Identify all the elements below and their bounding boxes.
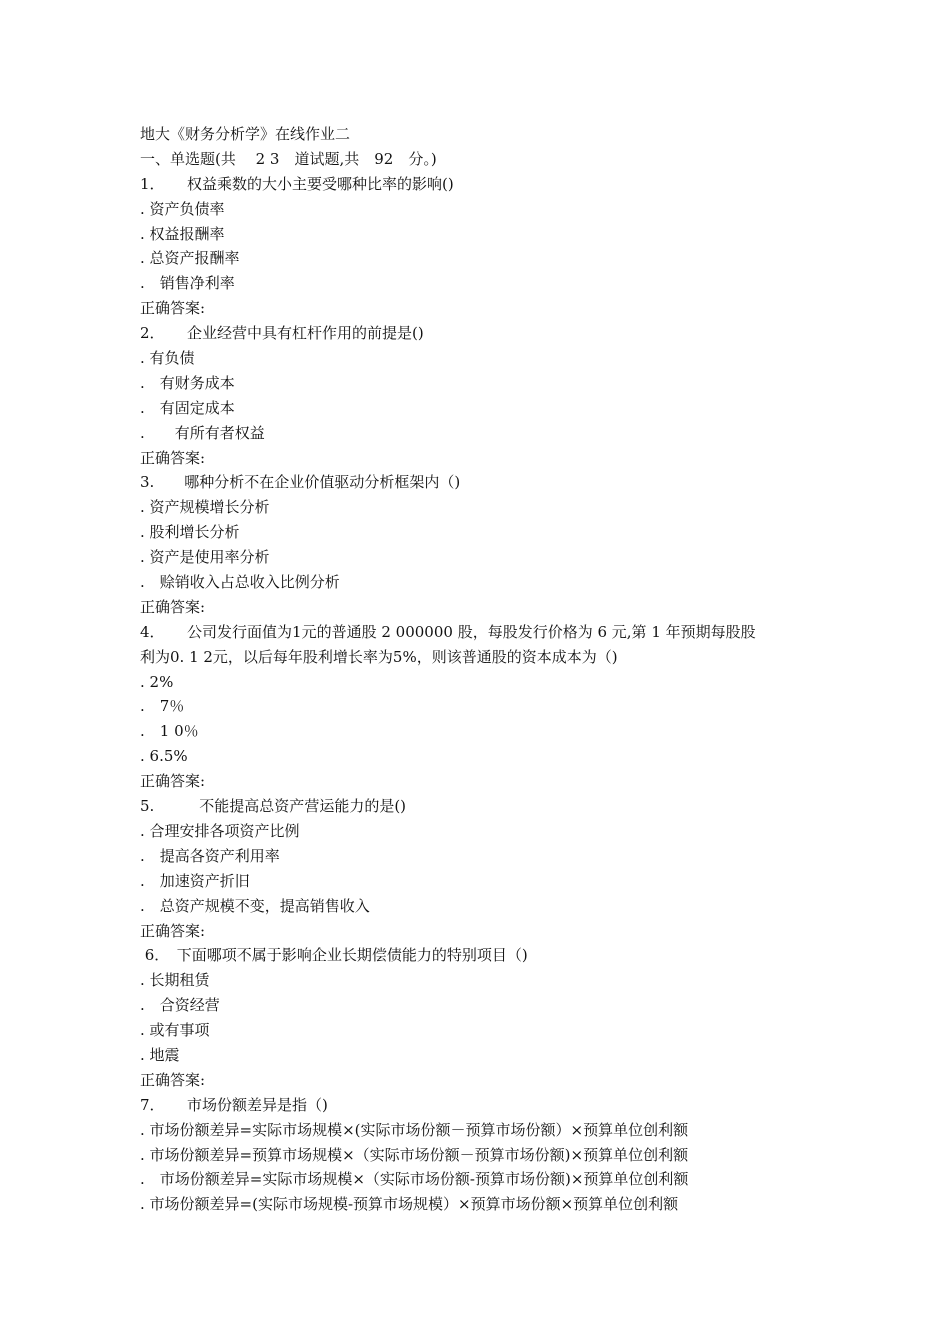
question-block (140, 321, 830, 470)
answer-option: . 提高各资产利用率 (140, 846, 280, 865)
answer-option: . 加速资产折旧 (140, 871, 250, 890)
question-block (140, 794, 830, 943)
answer-option: . 销售净利率 (140, 274, 235, 293)
correct-answer-label: 正确答案: (140, 299, 206, 318)
document-content (140, 122, 830, 1217)
answer-option: . 合资经营 (140, 996, 220, 1015)
correct-answer-label: 正确答案: (140, 1070, 206, 1089)
question-block (140, 620, 830, 794)
answer-option: . 资产是使用率分析 (140, 548, 270, 567)
document-title: 地大《财务分析学》在线作业二 (140, 125, 351, 143)
question-stem: 4． 公司发行面值为1元的普通股 2 000000 股，每股发行价格为 6 元,第 1 年预期每股股 (140, 622, 756, 641)
question-block (140, 172, 830, 321)
answer-option: . 股利增长分析 (140, 523, 240, 542)
answer-option: . 6.5% (140, 747, 188, 766)
answer-option: . 有负债 (140, 349, 195, 368)
correct-answer-label: 正确答案: (140, 772, 206, 791)
question-stem: 利为0. 1 2元，以后每年股利增长率为5%，则该普通股的资本成本为（) (140, 647, 618, 666)
answer-option: . 市场份额差异=实际市场规模×（实际市场份额-预算市场份额)×预算单位创利额 (140, 1170, 689, 1189)
answer-option: . 总资产报酬率 (140, 249, 240, 268)
question-stem: 6． 下面哪项不属于影响企业长期偿债能力的特别项目（) (140, 946, 528, 965)
answer-option: . 总资产规模不变，提高销售收入 (140, 896, 370, 915)
answer-option: . 赊销收入占总收入比例分析 (140, 573, 340, 592)
answer-option: . 地震 (140, 1045, 180, 1064)
answer-option: . 市场份额差异=实际市场规模×(实际市场份额－预算市场份额）×预算单位创利额 (140, 1120, 689, 1139)
answer-option: . 有所有者权益 (140, 423, 265, 442)
question-block (140, 943, 830, 1092)
correct-answer-label: 正确答案: (140, 597, 206, 616)
correct-answer-label: 正确答案: (140, 921, 206, 940)
answer-option: . 市场份额差异=(实际市场规模-预算市场规模）×预算市场份额×预算单位创利额 (140, 1195, 679, 1214)
answer-option: . 合理安排各项资产比例 (140, 821, 300, 840)
question-stem: 1． 权益乘数的大小主要受哪种比率的影响() (140, 174, 454, 193)
question-stem: 7． 市场份额差异是指（) (140, 1095, 328, 1114)
question-list (140, 172, 830, 1217)
answer-option: . 7％ (140, 697, 185, 716)
answer-option: . 市场份额差异=预算市场规模×（实际市场份额－预算市场份额)×预算单位创利额 (140, 1145, 689, 1164)
answer-option: . 资产负债率 (140, 199, 225, 218)
answer-option: . 权益报酬率 (140, 224, 225, 243)
answer-option: . 2% (140, 672, 174, 691)
question-block (140, 470, 830, 619)
question-stem: 5. 不能提高总资产营运能力的是() (140, 797, 407, 816)
section-heading: 一、单选题(共 2 3 道试题,共 92 分。) (140, 149, 437, 168)
answer-option: . 有财务成本 (140, 373, 235, 392)
correct-answer-label: 正确答案: (140, 448, 206, 467)
answer-option: . 资产规模增长分析 (140, 498, 270, 517)
answer-option: . 有固定成本 (140, 398, 235, 417)
question-stem: 3. 哪种分析不在企业价值驱动分析框架内（) (140, 473, 461, 492)
answer-option: . 或有事项 (140, 1021, 210, 1040)
question-block (140, 1093, 830, 1217)
answer-option: . 1 0％ (140, 722, 199, 741)
answer-option: . 长期租赁 (140, 971, 210, 990)
question-stem: 2． 企业经营中具有杠杆作用的前提是() (140, 324, 424, 343)
